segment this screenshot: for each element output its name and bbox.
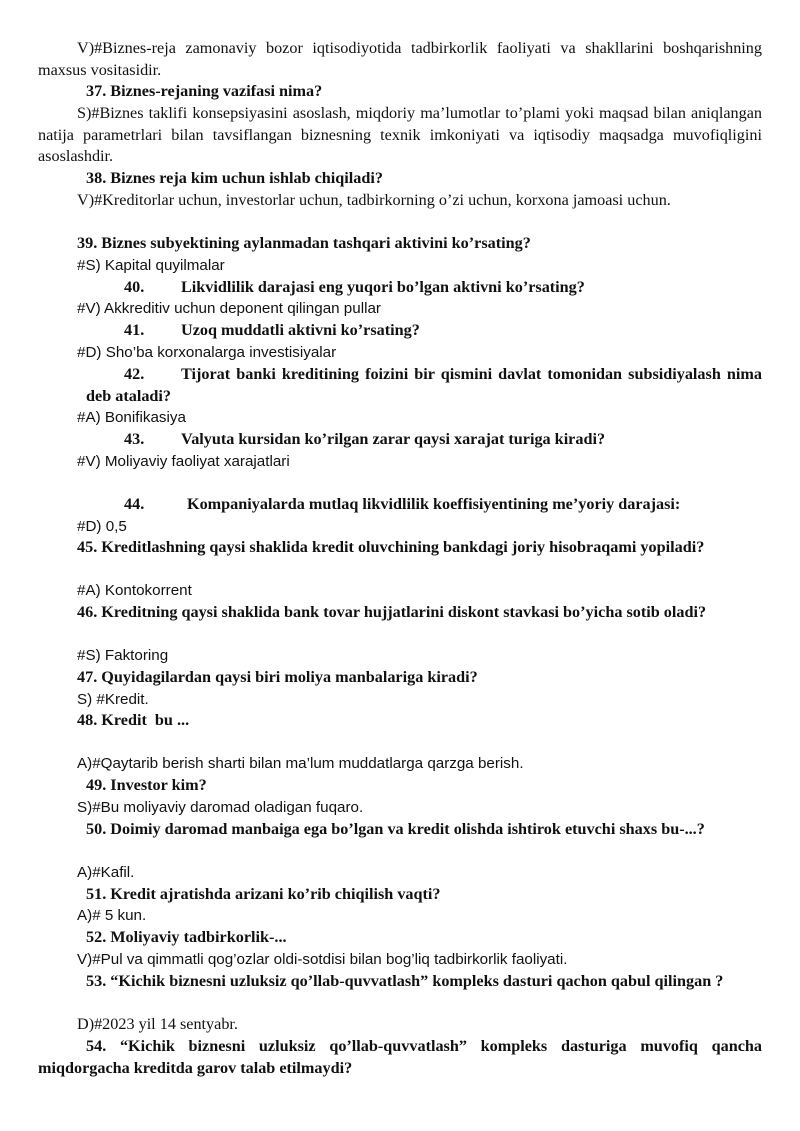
question-text: Uzoq muddatli aktivni ko’rsating?: [181, 321, 420, 339]
question-49: 49. Investor kim?: [86, 776, 207, 794]
question-50: 50. Doimiy daromad manbaiga ega bo’lgan va kredit olishda ishtirok etuvchi shaxs bu-...?: [86, 820, 705, 838]
answer-44: #D) 0,5: [77, 518, 127, 535]
answer-39: #S) Kapital quyilmalar: [77, 257, 225, 274]
question-text: Valyuta kursidan ko’rilgan zarar qaysi xarajat turiga kiradi?: [181, 430, 606, 448]
answer-41: #D) Sho’ba korxonalarga investisiyalar: [77, 344, 337, 361]
question-41: [124, 320, 420, 342]
question-42: [86, 364, 762, 407]
question-text: Likvidlilik darajasi eng yuqori bo’lgan aktivni ko’rsating?: [181, 278, 585, 296]
question-53: 53. “Kichik biznesni uzluksiz qo’llab-quvvatlash” kompleks dasturi qachon qabul qilingan ?: [86, 972, 724, 990]
answer-text: V)#Biznes-reja zamonaviy bozor iqtisodiyotida tadbirkorlik faoliyati va shakllarini boshqarishning maxsus vositasidir.: [38, 39, 762, 79]
answer-52: V)#Pul va qimmatli qog’ozlar oldi-sotdisi bilan bog’liq tadbirkorlik faoliyati.: [77, 951, 568, 968]
question-47: 47. Quyidagilardan qaysi biri moliya manbalariga kiradi?: [77, 668, 478, 686]
question-40: [124, 277, 585, 299]
question-48: 48. Kredit bu ...: [77, 711, 190, 729]
question-38: 38. Biznes reja kim uchun ishlab chiqiladi?: [86, 169, 383, 187]
question-43: [124, 429, 605, 451]
answer-38: V)#Kreditorlar uchun, investorlar uchun, tadbirkorning o’zi uchun, korxona jamoasi uchun.: [77, 191, 671, 209]
answer-47: S) #Kredit.: [77, 691, 149, 708]
answer-40: #V) Akkreditiv uchun deponent qilingan pullar: [77, 300, 381, 317]
answer-53: D)#2023 yil 14 sentyabr.: [77, 1015, 238, 1033]
answer-48: A)#Qaytarib berish sharti bilan ma’lum muddatlarga qarzga berish.: [77, 755, 524, 772]
question-45: 45. Kreditlashning qaysi shaklida kredit oluvchining bankdagi joriy hisobraqami yopiladi?: [77, 538, 705, 556]
answer-42: #A) Bonifikasiya: [77, 409, 186, 426]
question-37: 37. Biznes-rejaning vazifasi nima?: [86, 82, 323, 100]
question-54: 54. “Kichik biznesni uzluksiz qo’llab-quvvatlash” kompleks dasturiga muvofiq qancha miqdorgacha kreditda garov talab etilmaydi?: [38, 1037, 762, 1077]
answer-46: #S) Faktoring: [77, 647, 169, 664]
question-51: 51. Kredit ajratishda arizani ko’rib chiqilish vaqti?: [86, 885, 441, 903]
answer-49: S)#Bu moliyaviy daromad oladigan fuqaro.: [77, 799, 364, 816]
question-number: 43.: [124, 430, 145, 448]
answer-51: A)# 5 kun.: [77, 907, 147, 924]
question-text: Tijorat banki kreditining foizini bir qismini davlat tomonidan subsidiyalash nima deb ataladi?: [86, 365, 762, 405]
answer-43: #V) Moliyaviy faoliyat xarajatlari: [77, 453, 290, 470]
question-39: 39. Biznes subyektining aylanmadan tashqari aktivini ko’rsating?: [77, 234, 531, 252]
question-number: 44.: [124, 495, 145, 513]
question-52: 52. Moliyaviy tadbirkorlik-...: [86, 928, 287, 946]
answer-50: A)#Kafil.: [77, 864, 135, 881]
question-44: [124, 494, 680, 516]
answer-37: S)#Biznes taklifi konsepsiyasini asoslash, miqdoriy ma’lumotlar to’plami yoki maqsad bilan aniqlangan natija parametrlari bilan tavsiflangan biznesning texnik imkoniyati va iqtisodiy maqsadga muvofiqligini asoslashdir.: [38, 104, 762, 166]
question-number: 42.: [124, 365, 145, 383]
question-number: 41.: [124, 321, 145, 339]
question-number: 40.: [124, 278, 145, 296]
answer-45: #A) Kontokorrent: [77, 582, 192, 599]
question-46: 46. Kreditning qaysi shaklida bank tovar hujjatlarini diskont stavkasi bo’yicha sotib oladi?: [77, 603, 707, 621]
question-text: Kompaniyalarda mutlaq likvidlilik koeffisiyentining me’yoriy darajasi:: [187, 495, 681, 513]
